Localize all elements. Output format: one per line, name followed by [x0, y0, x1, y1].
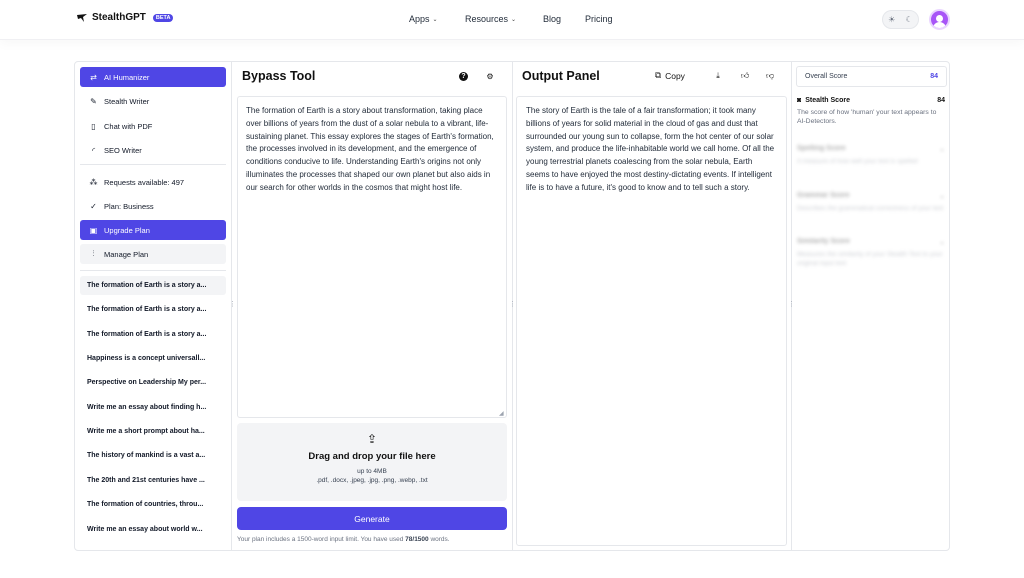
file-icon: ▯: [91, 121, 96, 131]
sliders-icon: ⫶: [92, 249, 95, 258]
nav-resources-label: Resources: [465, 14, 509, 24]
nav-blog[interactable]: Blog: [543, 14, 562, 24]
upgrade-plan-label: Upgrade Plan: [104, 225, 150, 235]
sidebar-item-seo-writer[interactable]: [80, 140, 226, 160]
word-limit-suffix: words.: [428, 536, 450, 543]
chevron-down-icon: ⌄: [939, 146, 945, 153]
history-item[interactable]: Write me a short prompt about ha...: [87, 428, 205, 435]
history-item[interactable]: The history of mankind is a vast a...: [87, 452, 206, 459]
copy-button[interactable]: [655, 70, 685, 81]
copy-label: Copy: [665, 70, 685, 81]
nav-resources[interactable]: [465, 14, 516, 24]
mask-icon: ◙: [797, 97, 802, 104]
requests-available: [80, 172, 226, 192]
history-item[interactable]: The formation of countries, throu...: [87, 501, 204, 508]
help-icon[interactable]: ?: [459, 72, 468, 81]
avatar-body-shape: [933, 22, 946, 29]
nav-apps-label: Apps: [409, 14, 430, 24]
stealth-score-description: The score of how 'human' your text appears to AI-Detectors.: [797, 109, 937, 125]
grammar-score-description: Describes the grammatical correctness of your text: [797, 205, 944, 212]
card-icon: ▣: [89, 225, 98, 235]
nav-apps[interactable]: [409, 14, 438, 24]
input-textarea[interactable]: The formation of Earth is a story about transformation, taking place over billions of years from the dust of a solar nebula to a vibrant, life-sustaining planet. This essay explores the stages of Earth's formation, the processes involved in its development, and the emergence of conditions conducive to life. Understanding Earth's origins not only illuminates the processes that shaped our own planet but also aids in our search for other worlds in the cosmos that might host life.: [237, 96, 507, 418]
swap-icon: ⇄: [90, 72, 97, 82]
sidebar-item-chat-with-pdf[interactable]: [80, 116, 226, 136]
word-limit-note: [237, 536, 512, 543]
plan-label: Plan: Business: [104, 201, 154, 211]
dropzone-size-limit: up to 4MB: [357, 468, 387, 475]
check-circle-icon: ✓: [90, 201, 97, 211]
stealth-logo-icon: [77, 13, 87, 23]
spelling-score-description: A measure of how well your text is spelled: [797, 158, 918, 165]
history-item[interactable]: Happiness is a concept universall...: [87, 355, 206, 362]
history-item[interactable]: The formation of Earth is a story a...: [80, 276, 226, 295]
thumbs-up-icon[interactable]: 👍︎: [740, 71, 750, 80]
textarea-resize-icon[interactable]: ◢: [499, 411, 504, 417]
overall-score-card: [796, 66, 947, 87]
chevron-down-icon: ⌄: [939, 239, 945, 246]
history-item[interactable]: Write me an essay about finding h...: [87, 404, 207, 411]
generate-button[interactable]: Generate: [237, 507, 507, 530]
similarity-score-section: [797, 238, 945, 268]
moon-icon[interactable]: ☾: [905, 15, 913, 24]
upgrade-plan-button[interactable]: [80, 220, 226, 240]
sidebar-divider: [80, 164, 226, 165]
history-item[interactable]: The formation of Earth is a story a...: [87, 331, 207, 338]
chevron-down-icon: ⌄: [432, 16, 438, 23]
output-panel-title: Output Panel: [522, 69, 600, 83]
similarity-score-label: Similarity Score: [797, 238, 850, 245]
history-item[interactable]: Write me an essay about world w...: [87, 526, 203, 533]
sidebar-item-ai-humanizer[interactable]: [80, 67, 226, 87]
overall-score-label: Overall Score: [805, 73, 848, 80]
resize-handle[interactable]: ⋮: [788, 301, 795, 308]
sidebar-item-label: Chat with PDF: [104, 121, 153, 131]
rss-icon: ◜: [91, 145, 96, 155]
dropzone-title: Drag and drop your file here: [308, 451, 436, 462]
resize-handle[interactable]: ⋮: [229, 301, 236, 308]
manage-plan-button[interactable]: [80, 244, 226, 264]
thumbs-down-icon[interactable]: 👎︎: [765, 71, 775, 80]
overall-score-value: 84: [930, 73, 938, 80]
copy-icon: ⧉: [655, 70, 662, 80]
plan-status: [80, 196, 226, 216]
sidebar-item-label: SEO Writer: [104, 145, 142, 155]
stealth-score-section: [797, 97, 945, 126]
download-icon[interactable]: ⤓: [716, 71, 720, 80]
resize-handle[interactable]: ⋮: [509, 301, 516, 308]
chevron-down-icon: ⌄: [511, 16, 517, 23]
output-text: The story of Earth is the tale of a fair transformation; it took many billions of years for solid material in the cloud of gas and dust that surrounded our young sun to collapse, form the hot center of our solar system, and produce the life-inhabitable world we call home. Of all the young terrestrial planets coalescing from the solar nebula, Earth seems to have enjoyed the most destiny-dictating events. If intelligent life is to have a future, it's good to know and to tell such a story.: [516, 96, 787, 546]
beta-badge: BETA: [153, 14, 174, 22]
edit-icon: ✎: [90, 96, 97, 106]
requests-label: Requests available: 497: [104, 177, 185, 187]
avatar[interactable]: [929, 9, 950, 30]
grammar-score-label: Grammar Score: [797, 192, 850, 199]
chevron-down-icon: ⌄: [939, 193, 945, 200]
history-item[interactable]: Perspective on Leadership My per...: [87, 379, 207, 386]
grammar-score-section: [797, 192, 945, 213]
history-item[interactable]: The 20th and 21st centuries have ...: [87, 477, 205, 484]
sun-icon[interactable]: ☀: [888, 15, 896, 24]
top-navbar: [0, 0, 1024, 40]
sidebar-item-label: Stealth Writer: [104, 96, 150, 106]
sidebar-divider: [80, 270, 226, 271]
bypass-tool-title: Bypass Tool: [242, 69, 316, 83]
settings-icon[interactable]: ⚙: [486, 71, 494, 81]
file-dropzone[interactable]: [237, 423, 507, 501]
dropzone-file-types: .pdf, .docx, .jpeg, .jpg, .png, .webp, .txt: [316, 477, 428, 484]
history-item[interactable]: The formation of Earth is a story a...: [87, 306, 207, 313]
sidebar-item-stealth-writer[interactable]: [80, 91, 226, 111]
theme-toggle[interactable]: [882, 10, 919, 29]
stealth-score-label: Stealth Score: [805, 97, 850, 104]
upload-icon: ⇪: [366, 432, 378, 446]
similarity-score-description: Measures the similarity of your Stealth Text to your original input text: [797, 251, 943, 267]
manage-plan-label: Manage Plan: [104, 249, 149, 259]
logo[interactable]: [77, 12, 173, 23]
nav-pricing[interactable]: Pricing: [585, 14, 613, 24]
sidebar-item-label: AI Humanizer: [104, 72, 150, 82]
spelling-score-section: [797, 145, 945, 166]
word-limit-used: 78/1500: [405, 536, 429, 543]
logo-text: StealthGPT: [92, 12, 146, 23]
stealth-score-value: 84: [937, 97, 945, 104]
network-icon: ⁂: [89, 177, 98, 187]
word-limit-text: Your plan includes a 1500-word input limit. You have used: [237, 536, 406, 543]
spelling-score-label: Spelling Score: [797, 145, 846, 152]
avatar-head-shape: [936, 15, 943, 22]
